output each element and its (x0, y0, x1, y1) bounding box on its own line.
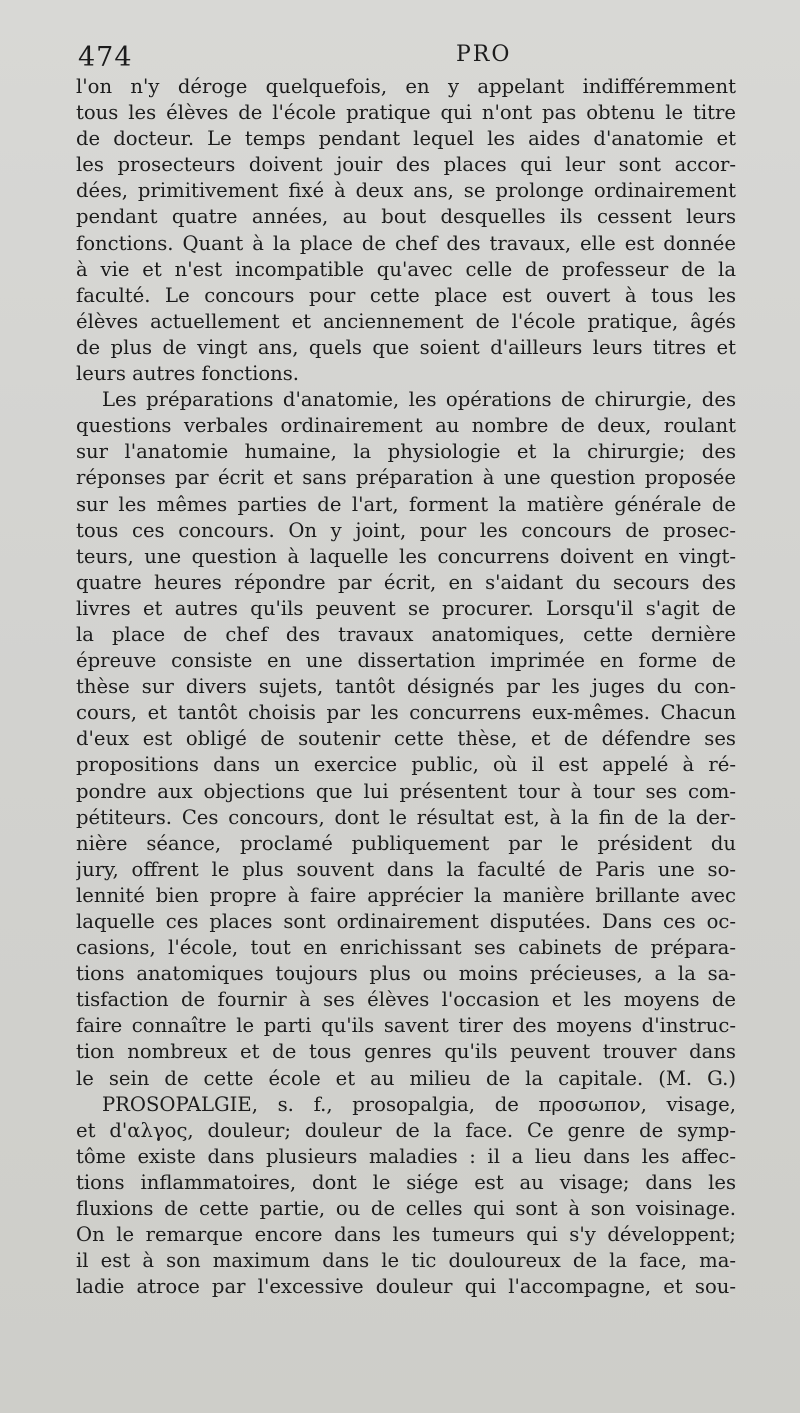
text-line: ladie atroce par l'excessive douleur qui l'accompagne, et sou- (76, 1275, 736, 1299)
page-header (78, 40, 738, 76)
text-line: quatre heures répondre par écrit, en s'aidant du secours des (76, 570, 736, 594)
text-line: élèves actuellement et anciennement de l'école pratique, âgés (76, 309, 736, 333)
text-line: laquelle ces places sont ordinairement disputées. Dans ces oc- (76, 910, 736, 933)
text-line: jury, offrent le plus souvent dans la faculté de Paris une so- (76, 857, 736, 881)
body-text (76, 74, 736, 1300)
text-line: casions, l'école, tout en enrichissant ses cabinets de prépara- (76, 936, 736, 960)
text-line: Les préparations d'anatomie, les opérations de chirurgie, des (102, 388, 736, 412)
text-line: sur l'anatomie humaine, la physiologie et la chirurgie; des (76, 440, 736, 464)
text-line: tôme existe dans plusieurs maladies : il a lieu dans les affec- (76, 1144, 736, 1168)
page-number: 474 (78, 42, 133, 73)
text-line: tisfaction de fournir à ses élèves l'occasion et les moyens de (76, 988, 736, 1012)
text-line: tous ces concours. On y joint, pour les concours de prosec- (76, 518, 736, 542)
text-line: pétiteurs. Ces concours, dont le résultat est, à la fin de la der- (76, 805, 736, 829)
text-line: teurs, une question à laquelle les concurrens doivent en vingt- (76, 544, 736, 568)
text-line: thèse sur divers sujets, tantôt désignés par les juges du con- (76, 675, 736, 699)
text-line: de docteur. Le temps pendant lequel les aides d'anatomie et (76, 127, 736, 151)
text-line: tous les élèves de l'école pratique qui n'ont pas obtenu le titre (76, 101, 736, 125)
text-line: propositions dans un exercice public, où il est appelé à ré- (76, 753, 736, 777)
text-line: la place de chef des travaux anatomiques, cette dernière (76, 622, 736, 646)
text-line: cours, et tantôt choisis par les concurrens eux-mêmes. Chacun (76, 701, 736, 725)
text-line: sur les mêmes parties de l'art, forment la matière générale de (76, 492, 736, 516)
text-line: tion nombreux et de tous genres qu'ils peuvent trouver dans (76, 1040, 736, 1064)
text-line: nière séance, proclamé publiquement par le président du (76, 831, 736, 855)
text-line: PROSOPALGIE, s. f., prosopalgia, de προσωπον, visage, (102, 1092, 736, 1116)
text-line: épreuve consiste en une dissertation imprimée en forme de (76, 649, 736, 673)
text-line: tions anatomiques toujours plus ou moins précieuses, a la sa- (76, 962, 736, 986)
text-line: le sein de cette école et au milieu de la capitale. (M. G.) (76, 1066, 736, 1090)
text-line: livres et autres qu'ils peuvent se procurer. Lorsqu'il s'agit de (76, 596, 736, 620)
text-line: et d'αλγος, douleur; douleur de la face. Ce genre de symp- (76, 1118, 736, 1142)
text-line: faire connaître le parti qu'ils savent tirer des moyens d'instruc- (76, 1014, 736, 1038)
running-head: PRO (456, 42, 512, 67)
text-line: pondre aux objections que lui présentent tour à tour ses com- (76, 779, 736, 803)
text-line: tions inflammatoires, dont le siége est au visage; dans les (76, 1170, 736, 1194)
text-line: pendant quatre années, au bout desquelles ils cessent leurs (76, 205, 736, 229)
text-line: fluxions de cette partie, ou de celles qui sont à son voisinage. (76, 1197, 736, 1221)
text-line: lennité bien propre à faire apprécier la manière brillante avec (76, 883, 736, 907)
text-line: On le remarque encore dans les tumeurs qui s'y développent; (76, 1223, 736, 1247)
text-line: faculté. Le concours pour cette place est ouvert à tous les (76, 283, 736, 307)
text-line: les prosecteurs doivent jouir des places qui leur sont accor- (76, 153, 736, 177)
text-line: fonctions. Quant à la place de chef des travaux, elle est donnée (76, 231, 736, 255)
text-line: leurs autres fonctions. (76, 362, 300, 386)
text-line: réponses par écrit et sans préparation à une question proposée (76, 466, 736, 490)
text-line: questions verbales ordinairement au nombre de deux, roulant (76, 414, 736, 438)
text-line: à vie et n'est incompatible qu'avec celle de professeur de la (76, 257, 736, 281)
text-line: d'eux est obligé de soutenir cette thèse, et de défendre ses (76, 727, 736, 751)
text-line: l'on n'y déroge quelquefois, en y appelant indifféremment (76, 75, 736, 98)
text-line: de plus de vingt ans, quels que soient d'ailleurs leurs titres et (76, 335, 736, 359)
text-line: il est à son maximum dans le tic douloureux de la face, ma- (76, 1249, 736, 1273)
text-line: dées, primitivement fixé à deux ans, se prolonge ordinairement (76, 179, 736, 203)
